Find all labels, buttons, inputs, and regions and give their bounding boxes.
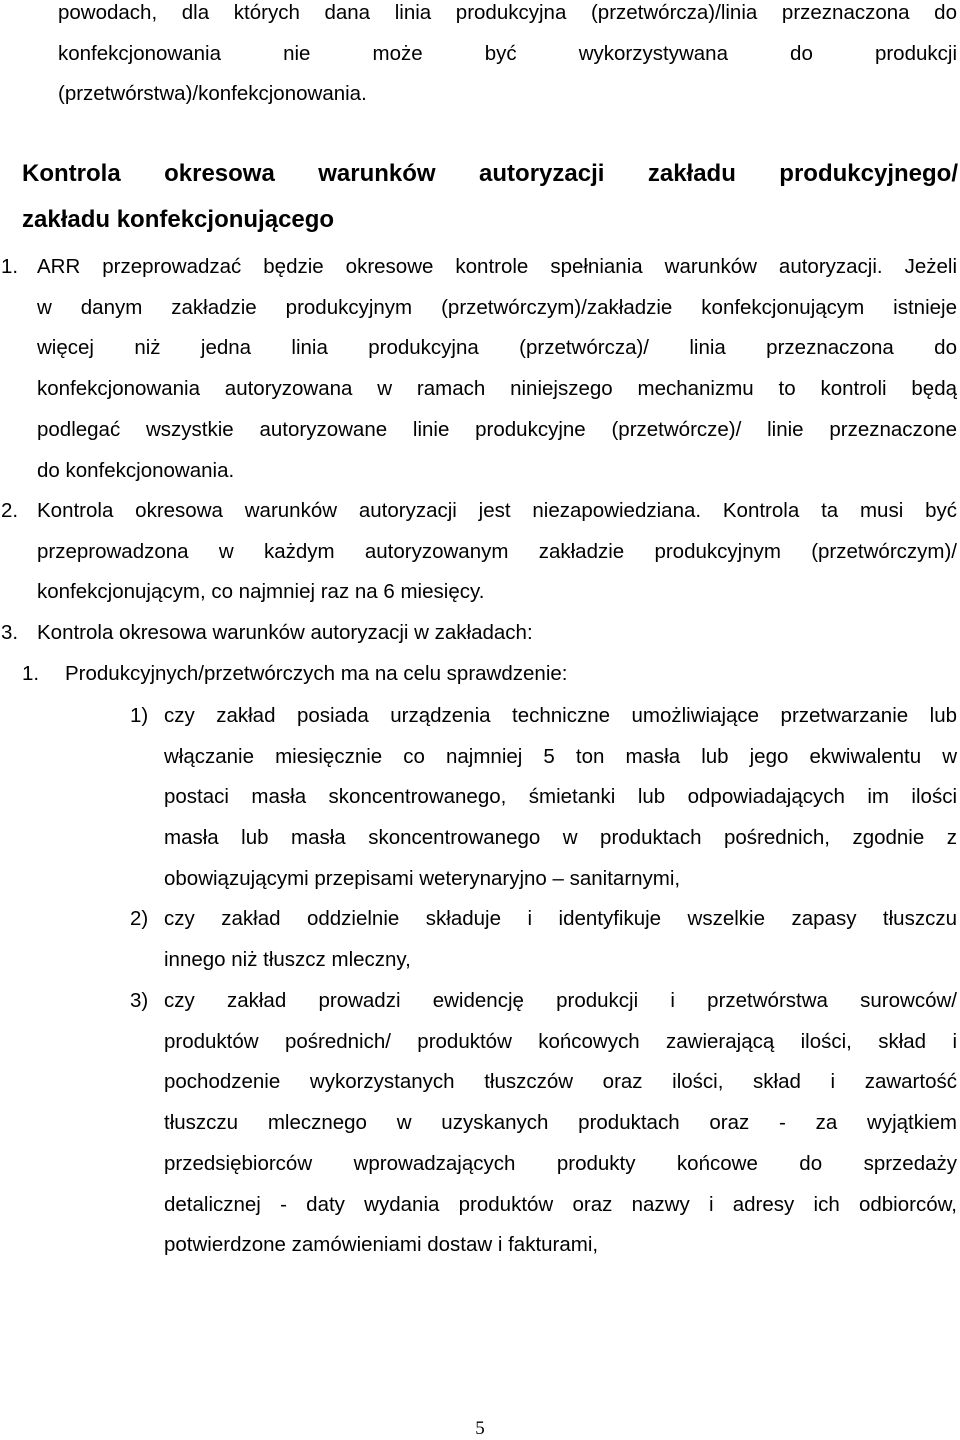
text-line: czy zakład oddzielnie składuje i identyfikuje wszelkie zapasy tłuszczu: [164, 907, 957, 930]
intro-paragraph: [58, 0, 957, 115]
text-line: przeprowadzona w każdym autoryzowanym zakładzie produkcyjnym (przetwórczym)/: [37, 539, 957, 563]
text-line: tłuszczu mlecznego w uzyskanych produktach oraz - za wyjątkiem: [164, 1111, 957, 1135]
text-line: (przetwórstwa)/konfekcjonowania.: [58, 82, 367, 106]
check-number: 2): [130, 907, 149, 930]
list-item: [37, 613, 957, 654]
text-line: konfekcjonującym, co najmniej raz na 6 miesięcy.: [37, 580, 485, 604]
text-line: Kontrola okresowa warunków autoryzacji w zakładach:: [37, 621, 533, 644]
text-line: przedsiębiorców wprowadzających produkty końcowe do sprzedaży: [164, 1151, 957, 1175]
text-line: detalicznej - daty wydania produktów oraz nazwy i adresy ich odbiorców,: [164, 1192, 957, 1216]
text-line: produktów pośrednich/ produktów końcowych zawierającą ilości, skład i: [164, 1029, 957, 1053]
text-line: konfekcjonowania autoryzowana w ramach niniejszego mechanizmu to kontroli będą: [37, 377, 957, 401]
text-line: ARR przeprowadzać będzie okresowe kontrole spełniania warunków autoryzacji. Jeżeli: [37, 255, 957, 278]
text-line: obowiązującymi przepisami weterynaryjno – sanitarnymi,: [164, 866, 681, 890]
check-item: [164, 696, 957, 900]
text-line: włączanie miesięcznie co najmniej 5 ton masła lub jego ekwiwalentu w: [164, 744, 957, 768]
page-number: 5: [475, 1418, 485, 1439]
text-line: masła lub masła skoncentrowanego w produktach pośrednich, zgodnie z: [164, 826, 957, 850]
text-line: konfekcjonowania nie może być wykorzystywana do produkcji: [58, 41, 957, 65]
check-item: [164, 899, 957, 980]
text-line: postaci masła skoncentrowanego, śmietanki lub odpowiadających im ilości: [164, 785, 957, 809]
list-item: [37, 247, 957, 491]
subitem-number: 1.: [22, 662, 40, 685]
item-number: 2.: [1, 499, 19, 522]
item-number: 3.: [1, 621, 19, 644]
text-line: powodach, dla których dana linia produkcyjna (przetwórcza)/linia przeznaczona do: [58, 1, 957, 24]
text-line: innego niż tłuszcz mleczny,: [164, 947, 411, 971]
text-line: potwierdzone zamówieniami dostaw i fakturami,: [164, 1233, 599, 1257]
text-line: Produkcyjnych/przetwórczych ma na celu sprawdzenie:: [65, 662, 568, 685]
text-line: w danym zakładzie produkcyjnym (przetwórczym)/zakładzie konfekcjonującym istnieje: [37, 295, 957, 319]
text-line: Kontrola okresowa warunków autoryzacji jest niezapowiedziana. Kontrola ta musi być: [37, 499, 957, 522]
list-item: [37, 491, 957, 613]
heading-line: zakładu konfekcjonującego: [22, 206, 335, 233]
item-number: 1.: [1, 255, 19, 278]
subitem: [65, 654, 957, 695]
text-line: pochodzenie wykorzystanych tłuszczów oraz ilości, skład i zawartość: [164, 1070, 957, 1094]
check-number: 1): [130, 704, 149, 727]
text-line: czy zakład prowadzi ewidencję produkcji i przetwórstwa surowców/: [164, 989, 957, 1012]
text-line: podlegać wszystkie autoryzowane linie produkcyjne (przetwórcze)/ linie przeznaczone: [37, 417, 957, 441]
check-number: 3): [130, 989, 149, 1012]
text-line: więcej niż jedna linia produkcyjna (przetwórcza)/ linia przeznaczona do: [37, 336, 957, 360]
check-item: [164, 981, 957, 1266]
section-heading: [22, 151, 958, 243]
text-line: do konfekcjonowania.: [37, 458, 235, 482]
heading-line: Kontrola okresowa warunków autoryzacji zakładu produkcyjnego/: [22, 160, 958, 187]
text-line: czy zakład posiada urządzenia techniczne umożliwiające przetwarzanie lub: [164, 704, 957, 727]
